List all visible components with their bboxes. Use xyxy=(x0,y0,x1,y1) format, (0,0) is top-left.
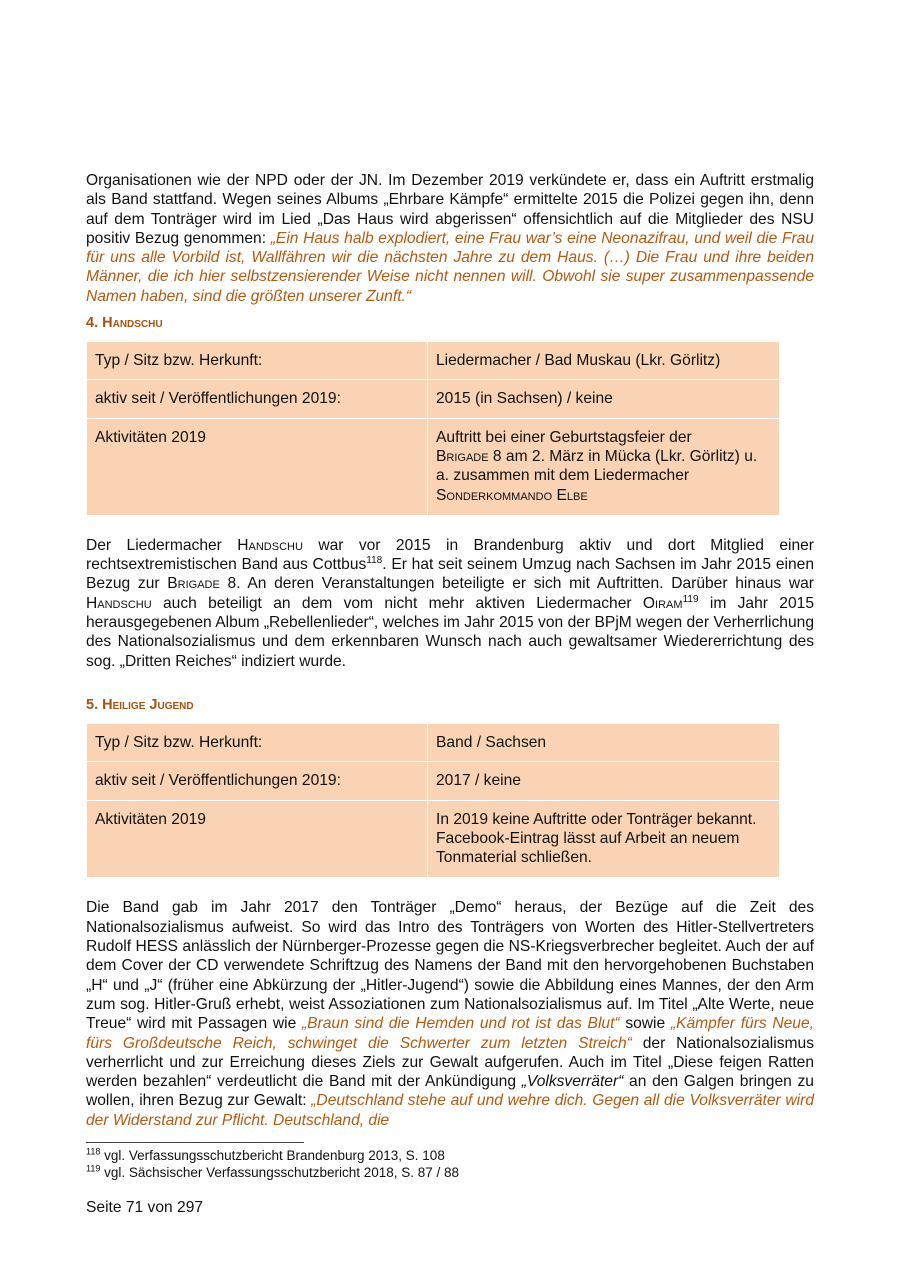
table-row xyxy=(87,418,780,515)
footnote-ref: 119 xyxy=(682,593,699,605)
row-value: 2017 / keine xyxy=(428,762,780,800)
paragraph-npd: Organisationen wie der NPD oder der JN. Im Dezember 2019 verkündete er, dass ein Auftritt erstmalig als Band stattfand. Wegen seines Albums „Ehrbare Kämpfe“ ermittelte 2015 die Polizei gegen ihn, denn auf dem Tonträger wird im Lied „Das Haus wird abgerissen“ offensichtlich auf die Mitglieder des NSU positiv Bezug genommen: „Ein Haus halb explodiert, eine Frau war’s eine Neonazifrau, und weil die Frau für uns alle Vorbild ist, Wallfähren wir die nächsten Jahre zu dem Haus. (…) Die Frau und ihre beiden Männer, die ich hier selbstzensierender Weise nicht nennen will. Obwohl sie super zusammenpassende Namen haben, sind die größten unserer Zunft.“ xyxy=(86,172,815,305)
table-row xyxy=(87,380,780,418)
page-number: Seite 71 von 297 xyxy=(86,1199,204,1216)
table-handschu xyxy=(86,341,780,516)
row-label: Typ / Sitz bzw. Herkunft: xyxy=(87,342,428,380)
row-value: In 2019 keine Auftritte oder Tonträger bekannt. Facebook-Eintrag lässt auf Arbeit an neuem Tonmaterial schließen. xyxy=(428,800,780,878)
table-row xyxy=(87,762,780,800)
table-heilige-jugend xyxy=(86,723,780,878)
heading-heilige-jugend: 5. Heilige Jugend xyxy=(86,696,194,713)
table-row xyxy=(87,723,780,761)
row-label: Aktivitäten 2019 xyxy=(87,800,428,878)
footnote-divider xyxy=(86,1142,304,1143)
row-label: Aktivitäten 2019 xyxy=(87,418,428,515)
row-label: Typ / Sitz bzw. Herkunft: xyxy=(87,723,428,761)
row-value: Auftritt bei einer Geburtstagsfeier der Brigade 8 am 2. März in Mücka (Lkr. Görlitz) u. a. zusammen mit dem Liedermacher Sonderkommando Elbe xyxy=(428,418,780,515)
row-value: 2015 (in Sachsen) / keine xyxy=(428,380,780,418)
row-value: Liedermacher / Bad Muskau (Lkr. Görlitz) xyxy=(428,342,780,380)
paragraph-handschu: Der Liedermacher Handschu war vor 2015 in Brandenburg aktiv und dort Mitglied einer rechtsextremistischen Band aus Cottbus$^{118}$. Er hat seit seinem Umzug nach Sachsen im Jahr 2015 einen Bezug zur Brigade 8. An deren Veranstaltungen beteiligte er sich mit Auftritten. Darüber hinaus war Handschu auch beteiligt an dem vom nicht mehr aktiven Liedermacher Oiram$^{119}$ im Jahr 2015 herausgegebenen Album „Rebellenlieder“, welches im Jahr 2015 von der BPjM wegen der Verherrlichung des Nationalsozialismus und dem erkennbaren Wunsch nach auch gewaltsamer Wiedererrichtung des sog. „Dritten Reiches“ indiziert wurde. xyxy=(86,536,814,670)
row-value: Band / Sachsen xyxy=(428,723,780,761)
quote-lyrics: „Ein Haus halb explodiert, eine Frau war’s eine Neonazifrau, und weil die Frau für uns alle Vorbild ist, Wallfähren wir die nächsten Jahre zu dem Haus. (…) Die Frau und ihre beiden Männer, die ich hier selbstzensierender Weise nicht nennen will. Obwohl sie super zusammenpassende Namen haben, sind die größten unserer Zunft.“ xyxy=(86,229,815,305)
row-label: aktiv seit / Veröffentlichungen 2019: xyxy=(87,380,428,418)
footnote-ref: 118 xyxy=(366,554,383,566)
table-row xyxy=(87,800,780,878)
paragraph-demo: Die Band gab im Jahr 2017 den Tonträger „Demo“ heraus, der Bezüge auf die Zeit des Nationalsozialismus aufweist. So wird das Intro des Tonträgers von Worten des Hitler-Stellvertreters Rudolf HESS anlässlich der Nürnberger-Prozesse gegen die NS-Kriegsverbrecher begleitet. Auch der auf dem Cover der CD verwendete Schriftzug des Namens der Band mit den hervorgehobenen Buchstaben „H“ und „J“ (früher eine Abkürzung der „Hitler-Jugend“) sowie die Abbildung eines Mannes, der den Arm zum sog. Hitler-Gruß erhebt, weist Assoziationen zum Nationalsozialismus auf. Im Titel „Alte Werte, neue Treue“ wird mit Passagen wie „Braun sind die Hemden und rot ist das Blut“ sowie „Kämpfer fürs Neue, fürs Großdeutsche Reich, schwinget die Schwerter zum letzten Streich“ der Nationalsozialismus verherrlicht und zur Erreichung dieses Ziels zur Gewalt aufgerufen. Auch im Titel „Diese feigen Ratten werden bezahlen“ verdeutlicht die Band mit der Ankündigung „Volksverräter“ an den Galgen bringen zu wollen, ihren Bezug zur Gewalt: „Deutschland stehe auf und wehre dich. Gegen all die Volksverräter wird der Widerstand zur Pflicht. Deutschland, die xyxy=(86,899,814,1129)
footnote-118: $^{118}$ vgl. Verfassungsschutzbericht Brandenburg 2013, S. 108 xyxy=(86,1146,445,1163)
row-label: aktiv seit / Veröffentlichungen 2019: xyxy=(87,762,428,800)
table-row xyxy=(87,342,780,380)
page-content xyxy=(86,171,814,1181)
footnote-119: $^{119}$ vgl. Sächsischer Verfassungsschutzbericht 2018, S. 87 / 88 xyxy=(86,1163,460,1180)
heading-handschu: 4. Handschu xyxy=(86,315,163,332)
